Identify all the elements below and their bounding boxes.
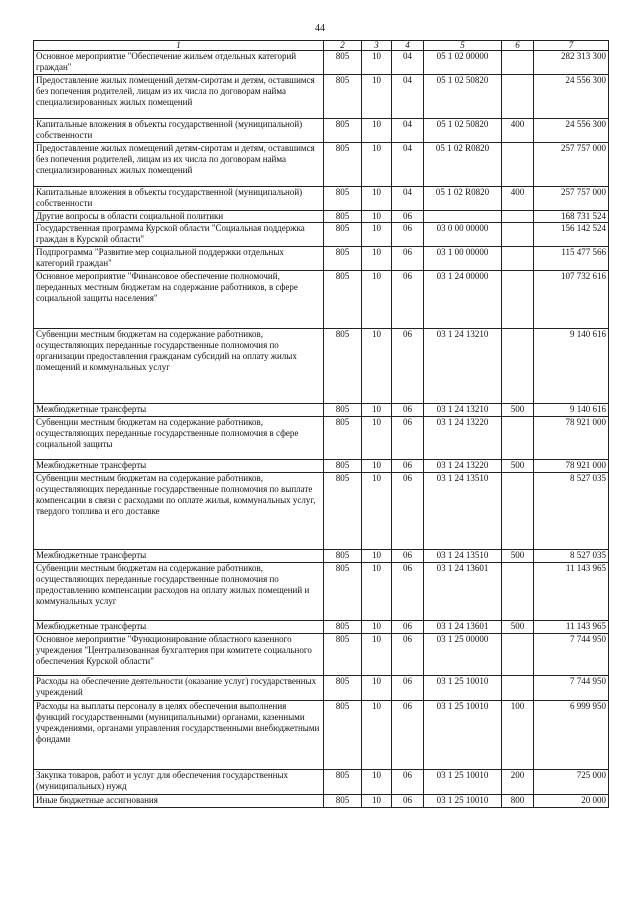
- cell-subsection-code: 06: [392, 563, 424, 621]
- cell-subsection-code: 06: [392, 417, 424, 460]
- cell-amount: 168 731 524: [534, 211, 609, 223]
- cell-section-code: 10: [362, 211, 392, 223]
- cell-ministry-code: 805: [324, 271, 362, 329]
- table-row: [34, 473, 609, 550]
- cell-target-code: 03 1 24 13220: [424, 417, 502, 460]
- row-description: Расходы на выплаты персоналу в целях обеспечения выполнения функций государственными (муниципальными) органами, казенными учреждениями, органами управления государственными внебюджетными фондами: [34, 701, 324, 770]
- table-row: [34, 329, 609, 404]
- cell-subsection-code: 06: [392, 701, 424, 770]
- row-description: Основное мероприятие "Функционирование областного казенного учреждения "Централизованная бухгалтерия при комитете социального обеспечения Курской области": [34, 634, 324, 676]
- cell-target-code: 03 1 25 00000: [424, 634, 502, 676]
- row-description: Предоставление жилых помещений детям-сиротам и детям, оставшимся без попечения родителей, лицам из их числа по договорам найма специализированных жилых помещений: [34, 75, 324, 119]
- cell-target-code: 03 1 25 10010: [424, 795, 502, 808]
- cell-section-code: 10: [362, 329, 392, 404]
- cell-ministry-code: 805: [324, 563, 362, 621]
- cell-subsection-code: 06: [392, 550, 424, 563]
- cell-target-code: 03 1 24 13210: [424, 404, 502, 417]
- cell-expense-type: [502, 417, 534, 460]
- cell-expense-type: [502, 143, 534, 187]
- cell-ministry-code: 805: [324, 143, 362, 187]
- row-description: Субвенции местным бюджетам на содержание работников, осуществляющих переданные государственные полномочия по предоставлению компенсации расходов на оплату жилых помещений и коммунальных услуг: [34, 563, 324, 621]
- row-description: Субвенции местным бюджетам на содержание работников, осуществляющих переданные государственные полномочия в сфере социальной защиты: [34, 417, 324, 460]
- cell-ministry-code: 805: [324, 473, 362, 550]
- cell-amount: 24 556 300: [534, 75, 609, 119]
- column-header: 4: [392, 41, 424, 51]
- cell-section-code: 10: [362, 701, 392, 770]
- cell-ministry-code: 805: [324, 119, 362, 143]
- table-row: [34, 51, 609, 75]
- cell-section-code: 10: [362, 404, 392, 417]
- cell-section-code: 10: [362, 634, 392, 676]
- cell-amount: 8 527 035: [534, 473, 609, 550]
- cell-section-code: 10: [362, 770, 392, 795]
- cell-amount: 7 744 950: [534, 634, 609, 676]
- row-description: Межбюджетные трансферты: [34, 460, 324, 473]
- cell-target-code: 03 1 24 13210: [424, 329, 502, 404]
- cell-expense-type: [502, 51, 534, 75]
- cell-section-code: 10: [362, 271, 392, 329]
- cell-target-code: 03 1 25 10010: [424, 701, 502, 770]
- cell-target-code: 05 1 02 R0820: [424, 187, 502, 211]
- column-header: 6: [502, 41, 534, 51]
- cell-ministry-code: 805: [324, 223, 362, 247]
- cell-amount: 725 000: [534, 770, 609, 795]
- table-row: [34, 563, 609, 621]
- cell-expense-type: [502, 75, 534, 119]
- cell-expense-type: [502, 563, 534, 621]
- cell-ministry-code: 805: [324, 404, 362, 417]
- table-row: [34, 404, 609, 417]
- cell-section-code: 10: [362, 417, 392, 460]
- cell-expense-type: 500: [502, 621, 534, 634]
- table-header-row: [34, 41, 609, 51]
- cell-ministry-code: 805: [324, 51, 362, 75]
- cell-section-code: 10: [362, 143, 392, 187]
- cell-target-code: 03 0 00 00000: [424, 223, 502, 247]
- table-row: [34, 247, 609, 271]
- cell-subsection-code: 06: [392, 460, 424, 473]
- row-description: Расходы на обеспечение деятельности (оказание услуг) государственных учреждений: [34, 676, 324, 701]
- row-description: Предоставление жилых помещений детям-сиротам и детям, оставшимся без попечения родителей, лицам из их числа по договорам найма специализированных жилых помещений: [34, 143, 324, 187]
- cell-ministry-code: 805: [324, 329, 362, 404]
- cell-ministry-code: 805: [324, 701, 362, 770]
- cell-expense-type: [502, 329, 534, 404]
- table-row: [34, 143, 609, 187]
- table-row: [34, 460, 609, 473]
- cell-target-code: 03 1 24 00000: [424, 271, 502, 329]
- row-description: Государственная программа Курской области "Социальная поддержка граждан в Курской области": [34, 223, 324, 247]
- cell-section-code: 10: [362, 795, 392, 808]
- cell-section-code: 10: [362, 460, 392, 473]
- cell-expense-type: 200: [502, 770, 534, 795]
- cell-target-code: 03 1 24 13510: [424, 550, 502, 563]
- cell-subsection-code: 06: [392, 404, 424, 417]
- row-description: Капитальные вложения в объекты государственной (муниципальной) собственности: [34, 187, 324, 211]
- cell-subsection-code: 06: [392, 634, 424, 676]
- table-row: [34, 550, 609, 563]
- cell-amount: 11 143 965: [534, 563, 609, 621]
- budget-table: [33, 40, 609, 808]
- cell-expense-type: 400: [502, 187, 534, 211]
- cell-target-code: 03 1 24 13510: [424, 473, 502, 550]
- cell-amount: 78 921 000: [534, 417, 609, 460]
- table-row: [34, 119, 609, 143]
- cell-amount: 107 732 616: [534, 271, 609, 329]
- column-header: 2: [324, 41, 362, 51]
- cell-subsection-code: 06: [392, 795, 424, 808]
- cell-section-code: 10: [362, 473, 392, 550]
- cell-section-code: 10: [362, 187, 392, 211]
- table-row: [34, 223, 609, 247]
- cell-subsection-code: 04: [392, 51, 424, 75]
- table-row: [34, 621, 609, 634]
- column-header: 1: [34, 41, 324, 51]
- row-description: Закупка товаров, работ и услуг для обеспечения государственных (муниципальных) нужд: [34, 770, 324, 795]
- cell-section-code: 10: [362, 676, 392, 701]
- row-description: Иные бюджетные ассигнования: [34, 795, 324, 808]
- cell-amount: 8 527 035: [534, 550, 609, 563]
- row-description: Субвенции местным бюджетам на содержание работников, осуществляющих переданные государственные полномочия по выплате компенсации в связи с расходами по оплате жилья, коммунальных услуг, твердого топлива и его доставке: [34, 473, 324, 550]
- cell-section-code: 10: [362, 550, 392, 563]
- table-row: [34, 417, 609, 460]
- table-row: [34, 770, 609, 795]
- cell-expense-type: 400: [502, 119, 534, 143]
- table-row: [34, 75, 609, 119]
- row-description: Основное мероприятие "Обеспечение жильем отдельных категорий граждан": [34, 51, 324, 75]
- cell-target-code: 05 1 02 50820: [424, 119, 502, 143]
- cell-expense-type: [502, 247, 534, 271]
- cell-amount: 282 313 300: [534, 51, 609, 75]
- cell-expense-type: 100: [502, 701, 534, 770]
- cell-subsection-code: 06: [392, 247, 424, 271]
- row-description: Межбюджетные трансферты: [34, 404, 324, 417]
- cell-subsection-code: 06: [392, 473, 424, 550]
- cell-subsection-code: 06: [392, 770, 424, 795]
- cell-subsection-code: 06: [392, 329, 424, 404]
- cell-target-code: 03 1 25 10010: [424, 770, 502, 795]
- cell-amount: 257 757 000: [534, 187, 609, 211]
- cell-target-code: 05 1 02 00000: [424, 51, 502, 75]
- cell-subsection-code: 04: [392, 119, 424, 143]
- cell-ministry-code: 805: [324, 460, 362, 473]
- cell-ministry-code: 805: [324, 795, 362, 808]
- row-description: Межбюджетные трансферты: [34, 621, 324, 634]
- cell-ministry-code: 805: [324, 770, 362, 795]
- cell-subsection-code: 06: [392, 621, 424, 634]
- cell-expense-type: 500: [502, 404, 534, 417]
- page-number: 44: [315, 23, 325, 34]
- cell-target-code: 05 1 02 R0820: [424, 143, 502, 187]
- cell-expense-type: 500: [502, 550, 534, 563]
- cell-expense-type: [502, 271, 534, 329]
- cell-target-code: [424, 211, 502, 223]
- row-description: Субвенции местным бюджетам на содержание работников, осуществляющих переданные государственные полномочия по организации предоставления гражданам субсидий на оплату жилых помещений и коммунальных услуг: [34, 329, 324, 404]
- table-row: [34, 795, 609, 808]
- row-description: Капитальные вложения в объекты государственной (муниципальной) собственности: [34, 119, 324, 143]
- column-header: 5: [424, 41, 502, 51]
- cell-amount: 6 999 950: [534, 701, 609, 770]
- cell-amount: 11 143 965: [534, 621, 609, 634]
- cell-ministry-code: 805: [324, 417, 362, 460]
- cell-section-code: 10: [362, 621, 392, 634]
- table-row: [34, 634, 609, 676]
- cell-amount: 78 921 000: [534, 460, 609, 473]
- cell-section-code: 10: [362, 223, 392, 247]
- cell-target-code: 03 1 25 10010: [424, 676, 502, 701]
- cell-amount: 24 556 300: [534, 119, 609, 143]
- cell-expense-type: [502, 211, 534, 223]
- cell-target-code: 05 1 02 50820: [424, 75, 502, 119]
- cell-subsection-code: 06: [392, 676, 424, 701]
- cell-subsection-code: 06: [392, 271, 424, 329]
- cell-amount: 156 142 524: [534, 223, 609, 247]
- cell-amount: 9 140 616: [534, 329, 609, 404]
- cell-subsection-code: 04: [392, 187, 424, 211]
- cell-subsection-code: 04: [392, 75, 424, 119]
- cell-expense-type: [502, 223, 534, 247]
- cell-section-code: 10: [362, 51, 392, 75]
- cell-target-code: 03 1 00 00000: [424, 247, 502, 271]
- cell-expense-type: [502, 634, 534, 676]
- table-row: [34, 701, 609, 770]
- cell-subsection-code: 06: [392, 211, 424, 223]
- column-header: 7: [534, 41, 609, 51]
- row-description: Основное мероприятие "Финансовое обеспечение полномочий, переданных местным бюджетам на содержание работников, в сфере социальной защиты населения": [34, 271, 324, 329]
- table-row: [34, 187, 609, 211]
- row-description: Межбюджетные трансферты: [34, 550, 324, 563]
- cell-expense-type: [502, 676, 534, 701]
- cell-amount: 7 744 950: [534, 676, 609, 701]
- cell-ministry-code: 805: [324, 247, 362, 271]
- cell-ministry-code: 805: [324, 211, 362, 223]
- cell-amount: 20 000: [534, 795, 609, 808]
- cell-subsection-code: 06: [392, 223, 424, 247]
- cell-expense-type: [502, 473, 534, 550]
- cell-amount: 257 757 000: [534, 143, 609, 187]
- cell-ministry-code: 805: [324, 75, 362, 119]
- table-row: [34, 676, 609, 701]
- table-body: [34, 51, 609, 808]
- cell-section-code: 10: [362, 563, 392, 621]
- row-description: Подпрограмма "Развитие мер социальной поддержки отдельных категорий граждан": [34, 247, 324, 271]
- table-row: [34, 211, 609, 223]
- cell-subsection-code: 04: [392, 143, 424, 187]
- cell-ministry-code: 805: [324, 676, 362, 701]
- cell-ministry-code: 805: [324, 621, 362, 634]
- cell-ministry-code: 805: [324, 634, 362, 676]
- cell-amount: 9 140 616: [534, 404, 609, 417]
- column-header: 3: [362, 41, 392, 51]
- cell-ministry-code: 805: [324, 550, 362, 563]
- cell-expense-type: 800: [502, 795, 534, 808]
- cell-target-code: 03 1 24 13601: [424, 563, 502, 621]
- cell-target-code: 03 1 24 13220: [424, 460, 502, 473]
- cell-ministry-code: 805: [324, 187, 362, 211]
- table-row: [34, 271, 609, 329]
- cell-target-code: 03 1 24 13601: [424, 621, 502, 634]
- row-description: Другие вопросы в области социальной политики: [34, 211, 324, 223]
- cell-expense-type: 500: [502, 460, 534, 473]
- cell-amount: 115 477 566: [534, 247, 609, 271]
- cell-section-code: 10: [362, 75, 392, 119]
- cell-section-code: 10: [362, 119, 392, 143]
- cell-section-code: 10: [362, 247, 392, 271]
